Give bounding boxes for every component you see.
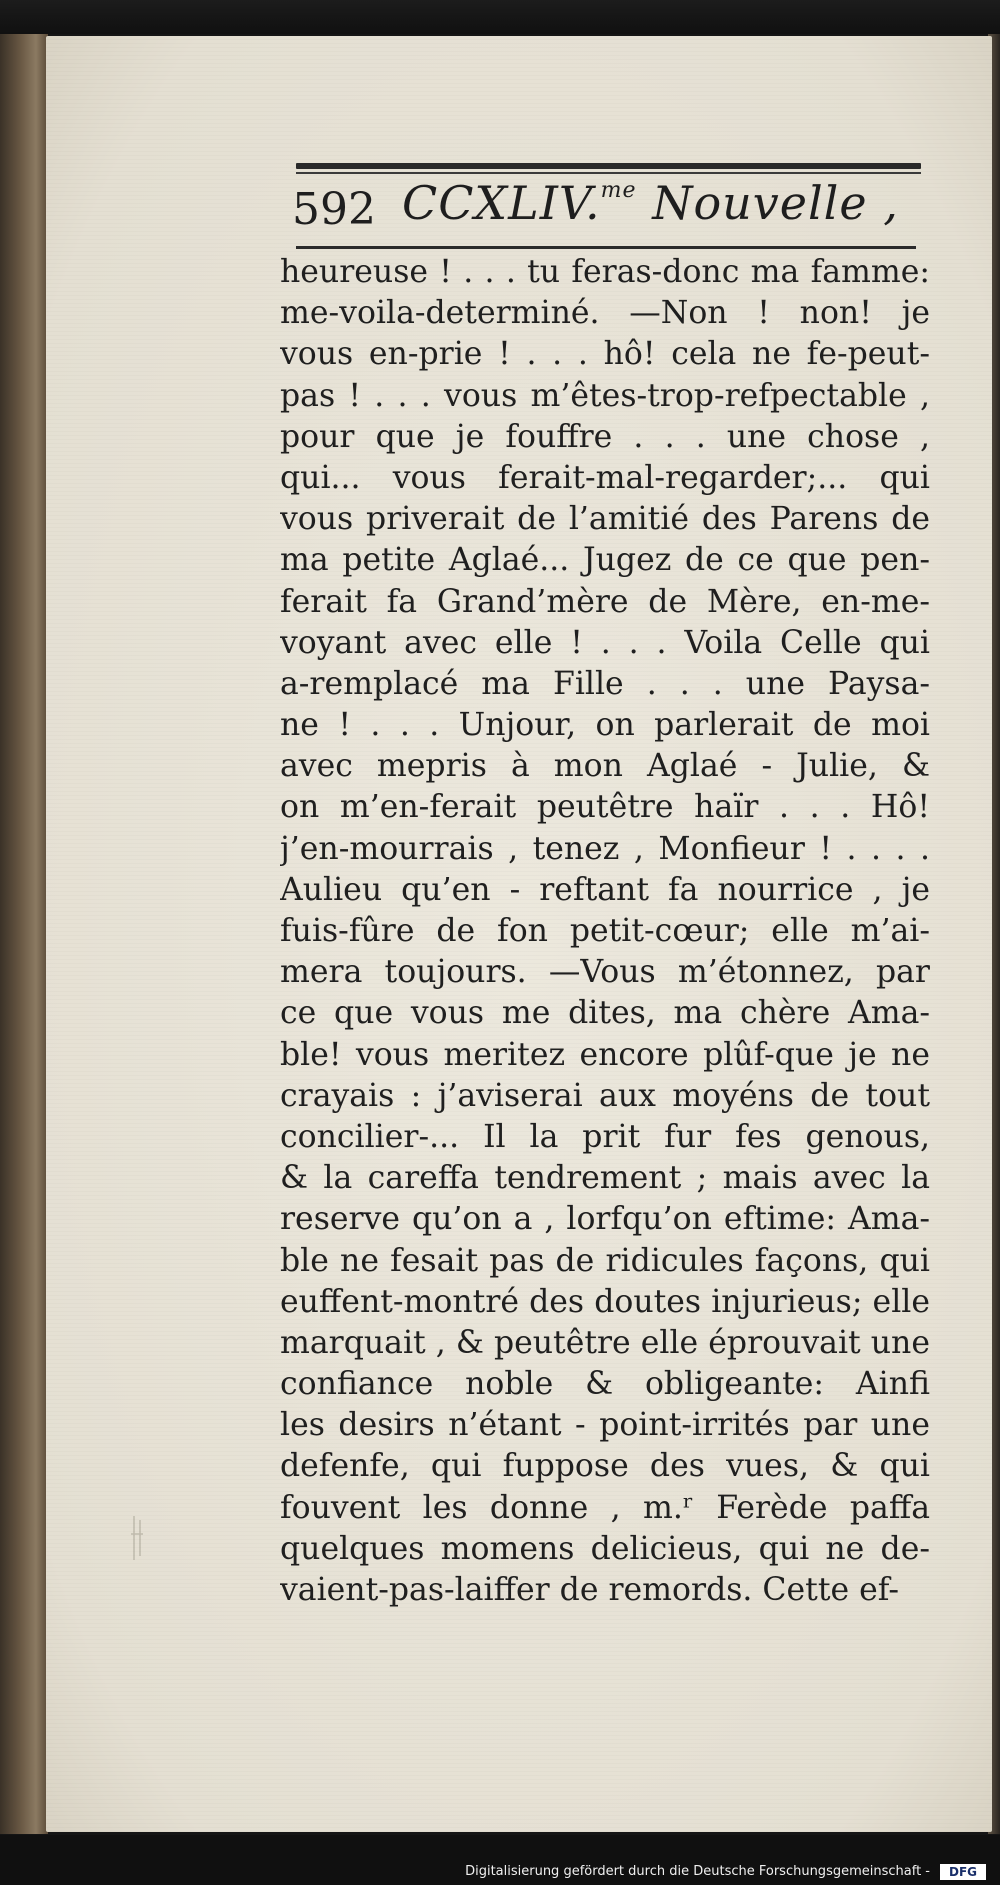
text-line: vous en-prie ! . . . hô! cela ne fe-peut- <box>280 336 930 373</box>
text-line: ble ne fesait pas de ridicules façons, qui <box>280 1242 930 1279</box>
scan-top-border <box>0 0 1000 34</box>
text-line: ferait fa Grand’mère de Mère, en-me- <box>280 583 930 620</box>
text-line: ce que vous me dites, ma chère Ama- <box>280 995 930 1032</box>
text-line: ma petite Aglaé... Jugez de ce que pen- <box>280 542 930 579</box>
running-head-numeral: CCXLIV. <box>402 176 601 230</box>
text-line: ne ! . . . Unjour, on parlerait de moi <box>280 707 930 744</box>
text-line: qui... vous ferait-mal-regarder;... qui <box>280 459 930 496</box>
text-line: quelques momens delicieus, qui ne de- <box>280 1530 930 1567</box>
text-line: ble! vous meritez encore plûf-que je ne <box>280 1036 930 1073</box>
text-line: heureuse ! . . . tu feras-donc ma famme: <box>280 254 930 290</box>
running-head-superscript: me <box>600 178 637 203</box>
running-head <box>402 176 899 230</box>
text-line: & la careffa tendrement ; mais avec la <box>280 1160 930 1197</box>
page-body-text <box>280 252 930 1611</box>
page-header <box>292 176 932 238</box>
running-head-title: Nouvelle , <box>652 176 899 230</box>
text-line: Aulieu qu’en - reftant fa nourrice , je <box>280 871 930 908</box>
text-line: vaient-pas-laiffer de remords. Cette ef- <box>280 1572 899 1608</box>
text-line: vous priverait de l’amitié des Parens de <box>280 501 930 538</box>
text-line: fuis-fûre de fon petit-cœur; elle m’ai- <box>280 913 930 949</box>
text-line: euffent-montré des doutes injurieus; elle <box>280 1283 930 1320</box>
text-line: on m’en-ferait peutêtre haïr . . . Hô! <box>280 789 930 826</box>
text-line: concilier-... Il la prit fur fes genous, <box>280 1118 930 1155</box>
text-line: les desirs n’étant - point-irrités par une <box>280 1407 930 1444</box>
margin-annotation-mark <box>128 1512 146 1564</box>
text-line: a-remplacé ma Fille . . . une Paysa- <box>280 665 930 702</box>
text-line: defenfe, qui fuppose des vues, & qui <box>280 1448 930 1485</box>
text-line: avec mepris à mon Aglaé - Julie, & <box>280 748 930 785</box>
header-rule-thick <box>296 163 921 169</box>
text-line: pas ! . . . vous m’êtes-trop-refpectable , <box>280 377 930 414</box>
text-line: me-voila-determiné. —Non ! non! je <box>280 295 930 332</box>
book-spine <box>0 34 48 1834</box>
text-line: fouvent les donne , m.ʳ Ferède paffa <box>280 1489 930 1526</box>
text-line: confiance noble & obligeante: Ainfi <box>280 1366 930 1403</box>
text-line: marquait , & peutêtre elle éprouvait une <box>280 1324 930 1361</box>
text-line: j’en-mourrais , tenez , Monfieur ! . . . . <box>280 830 930 867</box>
text-line: crayais : j’aviserai aux moyéns de tout <box>280 1077 930 1114</box>
dfg-logo: DFG <box>940 1864 986 1880</box>
header-rule-thin <box>296 172 921 174</box>
text-line: reserve qu’on a , lorfqu’on eftime: Ama- <box>280 1201 930 1238</box>
page-number: 592 <box>292 184 376 235</box>
header-underline <box>296 246 916 249</box>
text-line: voyant avec elle ! . . . Voila Celle qui <box>280 624 930 661</box>
digitization-credit: Digitalisierung gefördert durch die Deutsche Forschungsgemeinschaft - <box>465 1864 930 1879</box>
text-line: mera toujours. —Vous m’étonnez, par <box>280 954 930 991</box>
text-line: pour que je fouffre . . . une chose , <box>280 418 930 455</box>
